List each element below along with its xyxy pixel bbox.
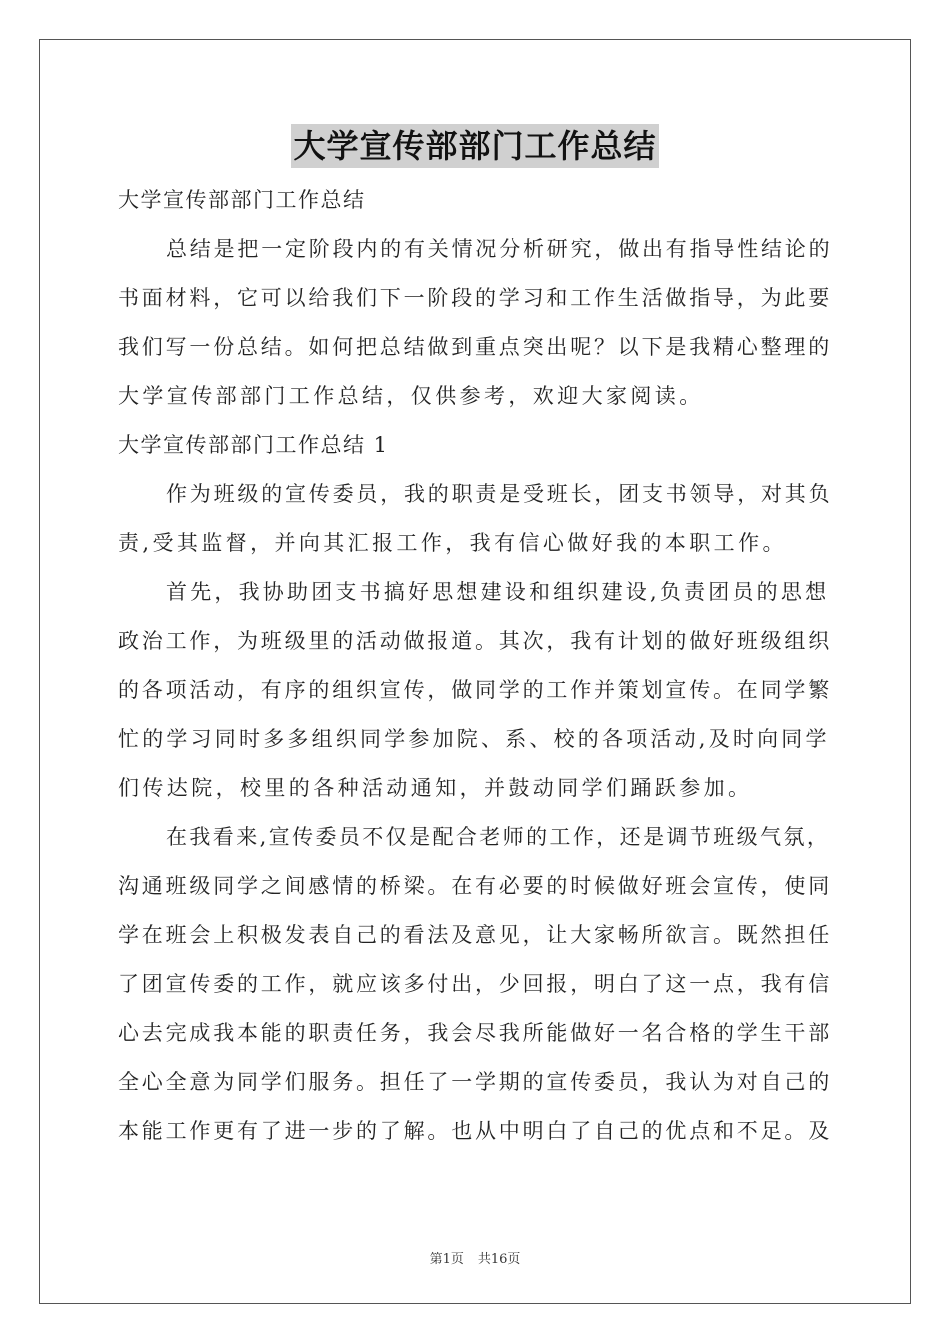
text-line: 的各项活动，有序的组织宣传，做同学的工作并策划宣传。在同学繁 xyxy=(118,678,832,702)
text-line: 首先，我协助团支书搞好思想建设和组织建设,负责团员的思想 xyxy=(166,580,830,604)
page-number-current: 第1页 xyxy=(429,1252,464,1267)
text-line: 总结是把一定阶段内的有关情况分析研究，做出有指导性结论的 xyxy=(166,237,833,261)
text-line: 全心全意为同学们服务。担任了一学期的宣传委员，我认为对自己的 xyxy=(118,1070,832,1094)
document-body xyxy=(118,176,834,1156)
text-line: 大学宣传部部门工作总结，仅供参考，欢迎大家阅读。 xyxy=(118,384,704,408)
text-line: 在我看来,宣传委员不仅是配合老师的工作，还是调节班级气氛， xyxy=(166,825,831,849)
page-footer xyxy=(0,1248,950,1267)
text-line: 责,受其监督，并向其汇报工作，我有信心做好我的本职工作。 xyxy=(118,531,787,555)
page-number-total: 共16页 xyxy=(477,1252,521,1267)
text-line: 学在班会上积极发表自己的看法及意见，让大家畅所欲言。既然担任 xyxy=(118,923,832,947)
text-line: 们传达院，校里的各种活动通知，并鼓动同学们踊跃参加。 xyxy=(118,776,753,800)
text-line: 心去完成我本能的职责任务，我会尽我所能做好一名合格的学生干部 xyxy=(118,1021,832,1045)
text-line: 忙的学习同时多多组织同学参加院、系、校的各项活动,及时向同学 xyxy=(118,727,830,751)
document-title: 大学宣传部部门工作总结 xyxy=(291,124,658,168)
text-line: 本能工作更有了进一步的了解。也从中明白了自己的优点和不足。及 xyxy=(118,1119,832,1143)
text-line: 政治工作，为班级里的活动做报道。其次，我有计划的做好班级组织 xyxy=(118,629,832,653)
title-container xyxy=(0,124,950,168)
text-line: 我们写一份总结。如何把总结做到重点突出呢？以下是我精心整理的 xyxy=(118,335,832,359)
text-line: 了团宣传委的工作，就应该多付出，少回报，明白了这一点，我有信 xyxy=(118,972,832,996)
section-heading: 大学宣传部部门工作总结 1 xyxy=(118,433,389,457)
text-line: 书面材料，它可以给我们下一阶段的学习和工作生活做指导，为此要 xyxy=(118,286,832,310)
section-heading: 大学宣传部部门工作总结 xyxy=(118,188,366,212)
text-line: 作为班级的宣传委员，我的职责是受班长，团支书领导，对其负 xyxy=(166,482,833,506)
text-line: 沟通班级同学之间感情的桥梁。在有必要的时候做好班会宣传，使同 xyxy=(118,874,832,898)
